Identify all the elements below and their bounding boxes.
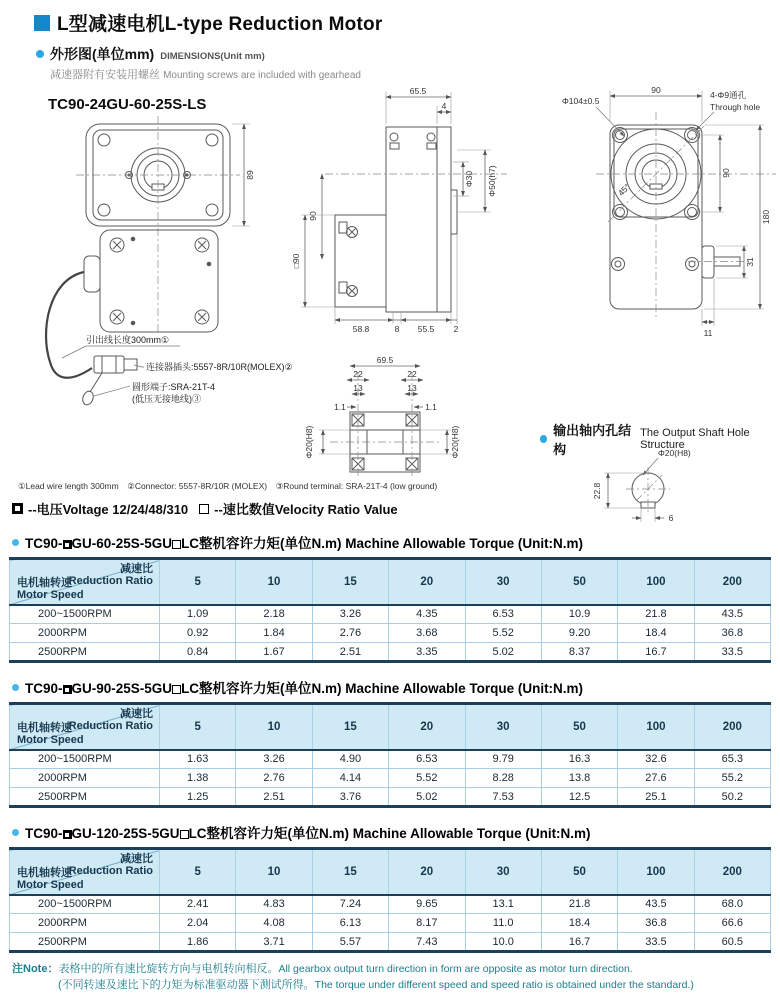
front-view-drawing — [28, 118, 308, 418]
torque-value-cell: 36.8 — [618, 914, 694, 933]
ratio-header-cell: 15 — [312, 704, 388, 750]
torque-value-cell: 4.08 — [236, 914, 312, 933]
shaft-hole-title-cn: 输出轴内孔结构 — [553, 423, 632, 457]
ratio-header-cell: 5 — [160, 704, 236, 750]
table-body — [10, 750, 771, 807]
torque-value-cell: 4.35 — [389, 605, 465, 624]
ratio-header-cell: 30 — [465, 559, 541, 605]
legend-ratio-text: --速比数值Velocity Ratio Value — [214, 502, 398, 517]
ratio-header-cell: 100 — [618, 849, 694, 895]
side-dims — [291, 86, 497, 334]
connector-leader — [134, 365, 144, 367]
torque-value-cell: 33.5 — [694, 643, 770, 662]
table-row — [10, 788, 771, 807]
shaft-hole-drawing — [538, 442, 768, 547]
ratio-square-icon — [172, 540, 181, 549]
table-header — [10, 704, 771, 750]
voltage-square-icon — [63, 830, 72, 839]
bullet-dot-icon — [12, 684, 19, 691]
terminal-leader — [94, 386, 130, 396]
ratio-header-cell: 10 — [236, 849, 312, 895]
rear-dim-11: 11 — [703, 328, 713, 338]
table-title-text: TC90- GU-60-25S-5GU LC整机容许力矩(单位N.m) Machine Allowable Torque (Unit:N.m) — [25, 536, 584, 551]
side-view-drawing — [291, 84, 520, 342]
torque-value-cell: 33.5 — [618, 933, 694, 952]
speed-cell: 2000RPM — [10, 769, 160, 788]
torque-value-cell: 65.3 — [694, 750, 770, 769]
lead-wire-label: 引出线长度300mm① — [86, 335, 170, 345]
terminal-label-1: 圆形端子:SRA-21T-4 — [132, 382, 216, 392]
torque-value-cell: 1.67 — [236, 643, 312, 662]
torque-value-cell: 1.38 — [160, 769, 236, 788]
torque-value-cell: 9.79 — [465, 750, 541, 769]
shaft-section-dims — [304, 355, 460, 458]
torque-value-cell: 18.4 — [541, 914, 617, 933]
rear-dim-phi104: Φ104±0.5 — [562, 96, 600, 106]
rear-dim-45: 45° — [615, 181, 632, 198]
header-row — [10, 559, 771, 605]
rear-dim-90-right: 90 — [721, 168, 731, 178]
svg-text:13: 13 — [407, 383, 417, 393]
model-number-label: TC90-24GU-60-25S-LS — [48, 96, 207, 113]
ratio-square-icon — [172, 685, 181, 694]
torque-value-cell: 1.25 — [160, 788, 236, 807]
bullet-dot-icon — [12, 539, 19, 546]
torque-value-cell: 8.17 — [389, 914, 465, 933]
table-row — [10, 605, 771, 624]
corner-ratio-label: 减速比 Reduction Ratio — [68, 708, 153, 732]
ratio-header-cell: 20 — [389, 849, 465, 895]
ratio-header-cell: 15 — [312, 849, 388, 895]
shaft-hole-dim-6: 6 — [668, 513, 674, 523]
ratio-header-cell: 5 — [160, 849, 236, 895]
ratio-square-icon — [180, 830, 189, 839]
torque-value-cell: 4.83 — [236, 895, 312, 914]
table-title — [12, 822, 771, 842]
shaft-section-centerlines — [330, 372, 440, 478]
svg-text:22: 22 — [353, 369, 363, 379]
svg-text:Φ20(H8): Φ20(H8) — [450, 425, 460, 459]
torque-table-section-60 — [9, 532, 771, 663]
torque-value-cell: 8.28 — [465, 769, 541, 788]
torque-value-cell: 2.18 — [236, 605, 312, 624]
legend-voltage-text: --电压Voltage 12/24/48/310 — [28, 502, 189, 517]
connector-label: 连接器插头:5557-8R/10R(MOLEX)② — [146, 362, 293, 372]
torque-value-cell: 3.26 — [236, 750, 312, 769]
torque-value-cell: 2.51 — [312, 643, 388, 662]
torque-value-cell: 0.92 — [160, 624, 236, 643]
speed-cell: 2500RPM — [10, 643, 160, 662]
torque-value-cell: 12.5 — [541, 788, 617, 807]
voltage-square-icon — [63, 685, 72, 694]
svg-text:89: 89 — [245, 170, 255, 180]
torque-value-cell: 1.84 — [236, 624, 312, 643]
speed-cell: 2000RPM — [10, 914, 160, 933]
corner-cell — [10, 849, 160, 895]
ratio-header-cell: 100 — [618, 704, 694, 750]
speed-cell: 2500RPM — [10, 933, 160, 952]
table-header — [10, 849, 771, 895]
voltage-square-icon — [12, 503, 23, 514]
table-row — [10, 895, 771, 914]
shaft-hole-centerlines — [626, 467, 670, 514]
torque-value-cell: 2.41 — [160, 895, 236, 914]
shaft-hole-dim-22-8: 22.8 — [592, 482, 602, 500]
corner-cell — [10, 559, 160, 605]
torque-value-cell: 21.8 — [541, 895, 617, 914]
corner-ratio-label: 减速比 Reduction Ratio — [68, 563, 153, 587]
speed-cell: 2000RPM — [10, 624, 160, 643]
dimensions-title-en: DIMENSIONS(Unit mm) — [160, 51, 265, 62]
shaft-section-drawing — [295, 354, 520, 480]
torque-value-cell: 66.6 — [694, 914, 770, 933]
torque-value-cell: 5.02 — [465, 643, 541, 662]
svg-text:65.5: 65.5 — [409, 86, 427, 96]
torque-value-cell: 2.76 — [312, 624, 388, 643]
gearbox-front-outline — [84, 230, 218, 332]
torque-value-cell: 27.6 — [618, 769, 694, 788]
svg-text:58.8: 58.8 — [352, 324, 370, 334]
bullet-dot-icon — [12, 829, 19, 836]
torque-value-cell: 13.8 — [541, 769, 617, 788]
ratio-header-cell: 20 — [389, 704, 465, 750]
torque-value-cell: 5.57 — [312, 933, 388, 952]
table-title-text: TC90- GU-90-25S-5GU LC整机容许力矩(单位N.m) Machine Allowable Torque (Unit:N.m) — [25, 681, 584, 696]
ratio-header-cell: 5 — [160, 559, 236, 605]
rear-holes-label-en: Through hole — [710, 102, 761, 112]
rear-dim-90-top: 90 — [651, 85, 661, 95]
torque-value-cell: 10.0 — [465, 933, 541, 952]
ratio-header-cell: 50 — [541, 704, 617, 750]
table-title — [12, 677, 771, 697]
svg-text:□90: □90 — [291, 253, 301, 269]
torque-value-cell: 50.2 — [694, 788, 770, 807]
svg-text:13: 13 — [353, 383, 363, 393]
table-row — [10, 643, 771, 662]
header-row — [10, 704, 771, 750]
svg-text:22: 22 — [407, 369, 417, 379]
table-body — [10, 895, 771, 952]
torque-table — [9, 702, 771, 808]
dimensions-subtitle — [0, 64, 780, 82]
torque-value-cell: 55.2 — [694, 769, 770, 788]
speed-cell: 200~1500RPM — [10, 605, 160, 624]
connector-plug — [81, 356, 137, 406]
torque-value-cell: 6.13 — [312, 914, 388, 933]
terminal-label-2: (低压无接地线)③ — [132, 394, 201, 404]
ratio-header-cell: 200 — [694, 849, 770, 895]
page-header — [0, 0, 780, 36]
torque-value-cell: 43.5 — [694, 605, 770, 624]
torque-value-cell: 60.5 — [694, 933, 770, 952]
shaft-hole-title-en: The Output Shaft Hole Structure — [640, 427, 750, 451]
ratio-header-cell: 50 — [541, 559, 617, 605]
ratio-square-icon — [199, 504, 209, 514]
corner-speed-label: 电机轴转速 Motor Speed — [17, 576, 84, 601]
note-line-2: (不同转速及速比下的力矩为标准驱动器下测试所得。The torque under different speed and speed ratio is obtained under the standard.) — [58, 979, 694, 991]
table-row — [10, 914, 771, 933]
torque-value-cell: 16.3 — [541, 750, 617, 769]
bottom-note — [12, 961, 780, 993]
rear-dim-180: 180 — [761, 209, 771, 225]
svg-text:Φ20(H8): Φ20(H8) — [304, 425, 314, 459]
torque-value-cell: 7.53 — [465, 788, 541, 807]
torque-value-cell: 32.6 — [618, 750, 694, 769]
svg-text:69.5: 69.5 — [376, 355, 394, 365]
side-view-outline — [335, 127, 457, 312]
torque-value-cell: 36.8 — [694, 624, 770, 643]
torque-value-cell: 2.04 — [160, 914, 236, 933]
drawing-footnote: ①Lead wire length 300mm ②Connector: 5557-8R/10R (MOLEX) ③Round terminal: SRA-21T-4 (low ground) — [18, 481, 438, 491]
torque-value-cell: 2.51 — [236, 788, 312, 807]
svg-text:Φ50(h7): Φ50(h7) — [487, 165, 497, 197]
ratio-header-cell: 10 — [236, 704, 312, 750]
corner-speed-label: 电机轴转速 Motor Speed — [17, 721, 84, 746]
header-row — [10, 849, 771, 895]
table-title-text: TC90- GU-120-25S-5GU LC整机容许力矩(单位N.m) Machine Allowable Torque (Unit:N.m) — [25, 826, 591, 841]
shaft-hole-dims — [592, 448, 691, 523]
torque-value-cell: 5.52 — [465, 624, 541, 643]
torque-value-cell: 68.0 — [694, 895, 770, 914]
ratio-header-cell: 15 — [312, 559, 388, 605]
torque-table-section-90 — [9, 677, 771, 808]
ratio-header-cell: 10 — [236, 559, 312, 605]
table-row — [10, 750, 771, 769]
note-line-1: 注Note：表格中的所有速比旋转方向与电机转向相反。All gearbox output turn direction in form are opposite as motor turn direction. — [12, 963, 633, 975]
title-square-icon — [34, 15, 50, 31]
ratio-header-cell: 30 — [465, 704, 541, 750]
ratio-header-cell: 20 — [389, 559, 465, 605]
table-header — [10, 559, 771, 605]
svg-text:1.1: 1.1 — [425, 402, 437, 412]
shaft-hole-dim-phi20: Φ20(H8) — [658, 448, 691, 458]
torque-value-cell: 6.53 — [389, 750, 465, 769]
dimensions-title-cn: 外形图(单位mm) — [50, 46, 155, 62]
torque-value-cell: 9.65 — [389, 895, 465, 914]
torque-value-cell: 5.52 — [389, 769, 465, 788]
rear-dims — [562, 85, 771, 338]
svg-text:2: 2 — [453, 324, 459, 334]
svg-text:55.5: 55.5 — [417, 324, 435, 334]
bullet-dot-icon — [36, 50, 44, 58]
svg-text:8: 8 — [394, 324, 400, 334]
svg-text:1.1: 1.1 — [334, 402, 346, 412]
torque-value-cell: 2.76 — [236, 769, 312, 788]
table-body — [10, 605, 771, 662]
torque-value-cell: 3.71 — [236, 933, 312, 952]
torque-value-cell: 0.84 — [160, 643, 236, 662]
torque-value-cell: 3.35 — [389, 643, 465, 662]
torque-value-cell: 16.7 — [541, 933, 617, 952]
speed-cell: 200~1500RPM — [10, 895, 160, 914]
torque-value-cell: 11.0 — [465, 914, 541, 933]
torque-value-cell: 3.76 — [312, 788, 388, 807]
torque-value-cell: 8.37 — [541, 643, 617, 662]
voltage-square-icon — [63, 540, 72, 549]
torque-value-cell: 5.02 — [389, 788, 465, 807]
table-row — [10, 769, 771, 788]
rear-view-outline — [610, 125, 740, 309]
ratio-header-cell: 100 — [618, 559, 694, 605]
torque-value-cell: 7.43 — [389, 933, 465, 952]
dimensions-subtitle-cn: 减速器附有安装用螺丝 — [50, 69, 160, 81]
table-row — [10, 933, 771, 952]
torque-value-cell: 1.86 — [160, 933, 236, 952]
lead-wire — [46, 272, 92, 378]
torque-value-cell: 4.90 — [312, 750, 388, 769]
torque-value-cell: 1.09 — [160, 605, 236, 624]
rear-holes-label-cn: 4-Φ9通孔 — [710, 90, 747, 100]
ratio-header-cell: 30 — [465, 849, 541, 895]
torque-value-cell: 4.14 — [312, 769, 388, 788]
torque-value-cell: 25.1 — [618, 788, 694, 807]
torque-table — [9, 847, 771, 953]
torque-table-section-120 — [9, 822, 771, 953]
corner-ratio-label: 减速比 Reduction Ratio — [68, 853, 153, 877]
torque-value-cell: 13.1 — [465, 895, 541, 914]
front-dim-89 — [232, 124, 255, 226]
torque-value-cell: 43.5 — [618, 895, 694, 914]
rear-view-drawing — [538, 84, 780, 342]
corner-speed-label: 电机轴转速 Motor Speed — [17, 866, 84, 891]
svg-text:Φ30: Φ30 — [464, 170, 474, 188]
torque-value-cell: 16.7 — [618, 643, 694, 662]
torque-table — [9, 557, 771, 663]
svg-text:4: 4 — [441, 101, 447, 111]
torque-value-cell: 1.63 — [160, 750, 236, 769]
torque-value-cell: 3.68 — [389, 624, 465, 643]
ratio-header-cell: 200 — [694, 559, 770, 605]
ratio-header-cell: 50 — [541, 849, 617, 895]
ratio-header-cell: 200 — [694, 704, 770, 750]
front-centerlines — [76, 116, 240, 334]
torque-value-cell: 9.20 — [541, 624, 617, 643]
speed-cell: 200~1500RPM — [10, 750, 160, 769]
torque-value-cell: 7.24 — [312, 895, 388, 914]
rear-dim-31: 31 — [745, 257, 755, 267]
torque-value-cell: 3.26 — [312, 605, 388, 624]
torque-value-cell: 21.8 — [618, 605, 694, 624]
corner-cell — [10, 704, 160, 750]
torque-value-cell: 10.9 — [541, 605, 617, 624]
torque-value-cell: 6.53 — [465, 605, 541, 624]
dimensions-subtitle-en: Mounting screws are included with gearhead — [163, 70, 361, 81]
svg-text:90: 90 — [308, 211, 318, 221]
speed-cell: 2500RPM — [10, 788, 160, 807]
table-row — [10, 624, 771, 643]
torque-value-cell: 18.4 — [618, 624, 694, 643]
page-title: L型减速电机L-type Reduction Motor — [57, 14, 383, 35]
dimensions-section-header — [0, 36, 780, 64]
